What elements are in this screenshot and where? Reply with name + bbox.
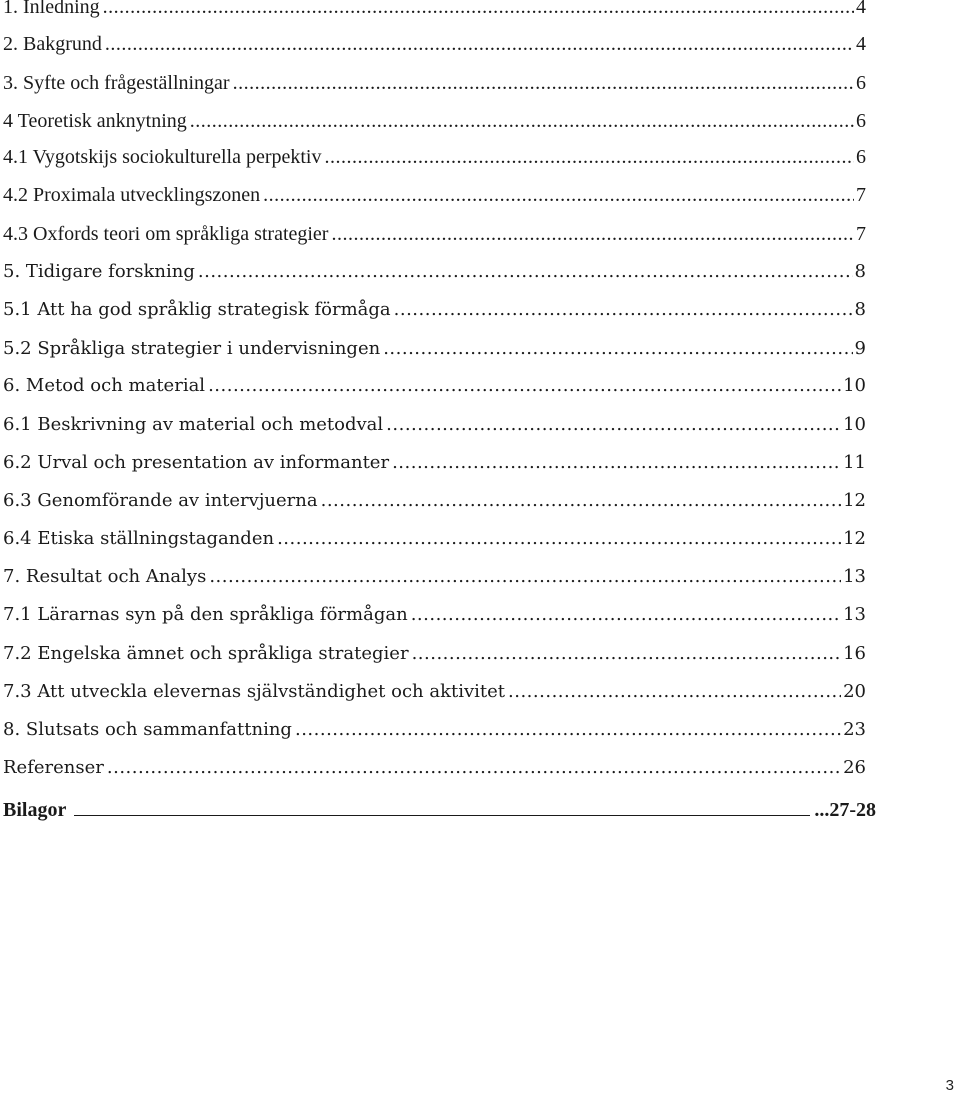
toc-entry-page: 13	[843, 566, 866, 587]
toc-entry-label: 7.2 Engelska ämnet och språkliga strategier	[3, 643, 409, 664]
toc-entry[interactable]	[3, 757, 866, 785]
toc-entry-label: 1. Inledning	[3, 0, 100, 18]
toc-entry-label: 8. Slutsats och sammanfattning	[3, 719, 292, 740]
toc-entry-label: 4 Teoretisk anknytning	[3, 110, 187, 132]
toc-entry-bilagor[interactable]	[3, 795, 876, 823]
toc-dot-leader	[295, 719, 841, 740]
toc-dot-leader	[190, 110, 854, 133]
toc-entry-page: 8	[854, 299, 866, 320]
toc-entry-page: 8	[854, 261, 866, 282]
toc-entry-page: 10	[843, 375, 866, 396]
toc-entry-label: 6.2 Urval och presentation av informanter	[3, 452, 390, 473]
toc-entry-page: 10	[843, 414, 866, 435]
toc-dot-leader	[411, 604, 841, 625]
toc-entry-page: 23	[843, 719, 866, 740]
toc-entry-label: 6.1 Beskrivning av material och metodval	[3, 414, 384, 435]
toc-entry-page: 26	[843, 757, 866, 778]
toc-entry-page: 4	[856, 0, 866, 18]
toc-entry-label: 6.3 Genomförande av intervjuerna	[3, 490, 318, 511]
toc-entry-label: 4.3 Oxfords teori om språkliga strategier	[3, 223, 329, 245]
toc-entry[interactable]	[3, 681, 866, 709]
toc-entry-label: 4.2 Proximala utvecklingszonen	[3, 184, 261, 206]
toc-entry[interactable]	[3, 184, 866, 212]
toc-entry-label: 7.3 Att utveckla elevernas självständighet och aktivitet	[3, 681, 506, 702]
toc-dot-leader	[105, 33, 854, 56]
toc-dot-leader	[386, 414, 841, 435]
toc-entry-page: 6	[856, 110, 866, 132]
toc-dot-leader	[508, 681, 841, 702]
toc-entry[interactable]	[3, 33, 866, 61]
toc-entry[interactable]	[3, 223, 866, 251]
toc-entry[interactable]	[3, 452, 866, 480]
toc-entry-label: 4.1 Vygotskijs sociokulturella perpektiv	[3, 146, 322, 168]
toc-entry-label: 5.2 Språkliga strategier i undervisningen	[3, 338, 381, 359]
toc-dot-leader	[103, 0, 854, 19]
page-number: 3	[945, 1077, 954, 1094]
toc-entry-label: 7. Resultat och Analys	[3, 566, 207, 587]
toc-entry-page: 20	[843, 681, 866, 702]
toc-dot-leader	[321, 490, 842, 511]
toc-entry-label: 7.1 Lärarnas syn på den språkliga förmågan	[3, 604, 408, 625]
toc-dot-leader	[392, 452, 841, 473]
toc-entry[interactable]	[3, 146, 866, 174]
toc-dot-leader	[208, 375, 841, 396]
toc-entry[interactable]	[3, 528, 866, 556]
toc-entry-label: 6.4 Etiska ställningstaganden	[3, 528, 275, 549]
toc-entry-label: 6. Metod och material	[3, 375, 206, 396]
toc-entry[interactable]	[3, 0, 866, 24]
toc-dot-leader	[277, 528, 841, 549]
toc-entry-label: Referenser	[3, 757, 104, 778]
toc-entry-label: 2. Bakgrund	[3, 33, 102, 55]
toc-entry[interactable]	[3, 643, 866, 671]
toc-entry[interactable]	[3, 375, 866, 403]
toc-dot-leader	[198, 261, 853, 282]
toc-entry-label: Bilagor	[3, 799, 67, 821]
toc-entry-label: 3. Syfte och frågeställningar	[3, 72, 230, 94]
toc-entry[interactable]	[3, 719, 866, 747]
toc-entry[interactable]	[3, 110, 866, 138]
toc-entry-label: 5.1 Att ha god språklig strategisk förmåga	[3, 299, 391, 320]
toc-dot-leader	[383, 338, 852, 359]
toc-dot-leader	[107, 757, 841, 778]
toc-entry-page: 12	[843, 490, 866, 511]
toc-dot-leader	[263, 184, 854, 207]
toc-entry-page: 11	[843, 452, 866, 473]
toc-entry-label: 5. Tidigare forskning	[3, 261, 195, 282]
toc-dot-leader	[233, 72, 854, 95]
toc-entry-page: 7	[856, 184, 866, 206]
toc-dot-leader	[412, 643, 842, 664]
toc-dot-leader	[394, 299, 853, 320]
toc-dot-leader	[209, 566, 841, 587]
toc-entry-page: ...27-28	[814, 799, 876, 821]
toc-entry-page: 6	[856, 146, 866, 168]
toc-entry-page: 7	[856, 223, 866, 245]
toc-entry[interactable]	[3, 490, 866, 518]
toc-entry-page: 4	[856, 33, 866, 55]
toc-dot-leader	[325, 146, 855, 169]
toc-entry-page: 16	[843, 643, 866, 664]
toc-dot-leader	[331, 223, 854, 246]
toc-entry-page: 6	[856, 72, 866, 94]
toc-entry[interactable]	[3, 338, 866, 366]
toc-entry[interactable]	[3, 566, 866, 594]
toc-entry-page: 12	[843, 528, 866, 549]
toc-entry[interactable]	[3, 299, 866, 327]
toc-entry[interactable]	[3, 414, 866, 442]
toc-entry[interactable]	[3, 261, 866, 289]
toc-entry[interactable]	[3, 604, 866, 632]
toc-entry-page: 9	[854, 338, 866, 359]
toc-underline-leader	[74, 795, 810, 816]
toc-entry[interactable]	[3, 72, 866, 100]
toc-entry-page: 13	[843, 604, 866, 625]
